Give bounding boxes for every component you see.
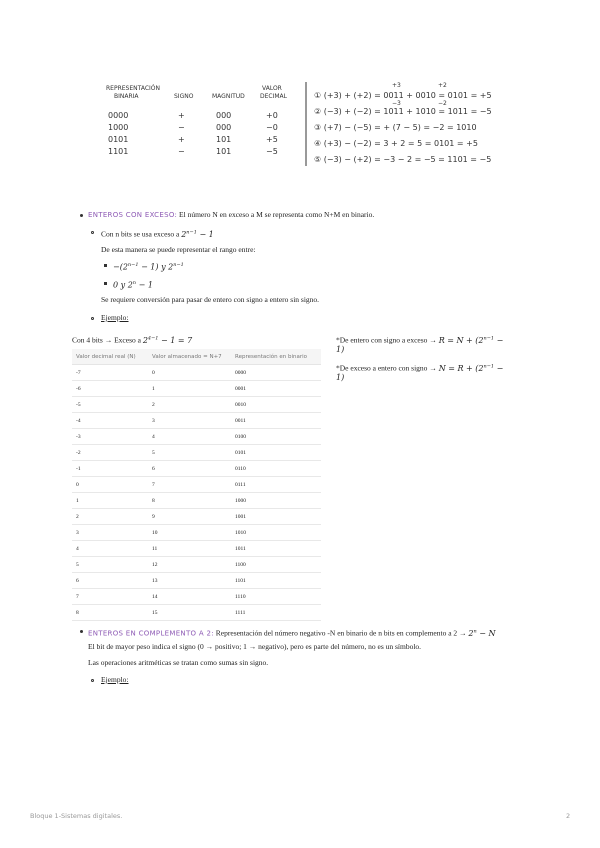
- table-row: [72, 381, 321, 397]
- range-unsigned-tail: − 1: [138, 280, 153, 290]
- table-header-row: [72, 349, 321, 365]
- table-row: [72, 525, 321, 541]
- note-signed-to-excess: [336, 333, 503, 346]
- note2-tail: −: [496, 363, 504, 373]
- table-cell: 13: [148, 573, 231, 589]
- c2-sign-bit: El bit de mayor peso indica el signo (0 → positivo; 1 → negativo), pero es parte del número, no es un símbolo.: [88, 642, 422, 651]
- hw-annot-3: −3: [392, 100, 401, 107]
- hw-rows: [108, 111, 278, 156]
- table-row: [72, 445, 321, 461]
- table-cell: -2: [72, 445, 148, 461]
- table-cell: 0: [148, 365, 231, 381]
- table-cell: -4: [72, 413, 148, 429]
- range-signed-sup2: n−1: [173, 262, 184, 268]
- table-row: [72, 557, 321, 573]
- table-cell: 0110: [231, 461, 321, 477]
- hw-header-signo: SIGNO: [174, 93, 194, 100]
- section-exceso-desc: El número N en exceso a M se representa como N+M en binario.: [179, 210, 375, 219]
- range-unsigned: [113, 278, 153, 291]
- table-row: [72, 477, 321, 493]
- four-bits-text: Con 4 bits → Exceso a: [72, 335, 141, 345]
- table-cell: 4: [72, 541, 148, 557]
- table-cell: 3: [72, 525, 148, 541]
- bullet-square: [104, 264, 107, 267]
- table-cell: 11: [148, 541, 231, 557]
- hw-cell-dec: −0: [266, 123, 278, 132]
- bullet-circle: [91, 231, 94, 234]
- range-signed: [113, 260, 184, 273]
- table-row: [72, 461, 321, 477]
- excess-table: [72, 349, 321, 621]
- table-row: [72, 413, 321, 429]
- table-cell: 14: [148, 589, 231, 605]
- range-signed-sup: n−1: [127, 262, 139, 268]
- hw-header-valor: VALOR: [262, 85, 282, 92]
- bullet-disc: [80, 214, 83, 217]
- table-cell: 0000: [231, 365, 321, 381]
- bullet-square: [104, 282, 107, 285]
- table-header-cell: Valor decimal real (N): [72, 349, 148, 365]
- section-exceso-title: ENTEROS CON EXCESO:: [88, 211, 178, 219]
- hw-cell-dec: +5: [266, 135, 278, 144]
- math-base: 2: [181, 229, 187, 239]
- table-cell: 1000: [231, 493, 321, 509]
- hw-op: ① (+3) + (+2) = 0011 + 0010 = 0101 = +5: [314, 91, 492, 100]
- table-cell: 2: [72, 509, 148, 525]
- conversion-note: Se requiere conversión para pasar de entero con signo a entero sin signo.: [101, 295, 320, 304]
- table-row: [72, 589, 321, 605]
- hw-header-magnitud: MAGNITUD: [212, 93, 245, 100]
- table-row: [72, 509, 321, 525]
- table-cell: 0011: [231, 413, 321, 429]
- table-header-cell: Valor almacenado = N+7: [148, 349, 231, 365]
- ejemplo-label-1: Ejemplo:: [101, 313, 129, 322]
- table-cell: 5: [72, 557, 148, 573]
- c2-arith: Las operaciones aritméticas se tratan como sumas sin signo.: [88, 658, 269, 667]
- section-c2-heading: [88, 626, 496, 639]
- hw-op: ③ (+7) − (−5) = + (7 − 5) = −2 = 1010: [314, 123, 477, 132]
- table-cell: 2: [148, 397, 231, 413]
- table-cell: -7: [72, 365, 148, 381]
- table-cell: 0: [72, 477, 148, 493]
- footer-title: Bloque 1-Sistemas digitales.: [30, 812, 123, 820]
- four-bits-base: 2: [142, 335, 148, 345]
- handwritten-notes-drawing: [100, 78, 530, 170]
- note1-tail: −: [496, 335, 504, 345]
- hw-cell-sign: −: [178, 123, 185, 132]
- section-c2-title: ENTEROS EN COMPLEMENTO A 2:: [88, 629, 214, 638]
- table-cell: 15: [148, 605, 231, 621]
- hw-op: ② (−3) + (−2) = 1011 + 1010 = 1011 = −5: [314, 107, 492, 116]
- note1-base: R = N + (2: [438, 335, 484, 345]
- hw-cell-sign: +: [178, 111, 185, 120]
- note1-math: [439, 336, 504, 345]
- note2-sup: n−1: [483, 363, 495, 369]
- note2-text: *De exceso a entero con signo →: [336, 363, 437, 373]
- table-row: [72, 429, 321, 445]
- range-signed-b: − 1) y 2: [141, 262, 174, 272]
- four-bits-sup: 4−1: [147, 335, 159, 341]
- table-cell: 6: [72, 573, 148, 589]
- table-cell: 1: [148, 381, 231, 397]
- table-cell: -3: [72, 429, 148, 445]
- exceso-n-bits: [101, 227, 214, 240]
- math-sup: n−1: [186, 229, 197, 235]
- hw-op: ⑤ (−3) − (+2) = −3 − 2 = −5 = 1101 = −5: [314, 155, 492, 164]
- c2-base: 2: [468, 628, 474, 638]
- c2-sup: n: [473, 628, 477, 634]
- table-cell: 0100: [231, 429, 321, 445]
- hw-annot-1: +3: [392, 82, 401, 89]
- hw-cell-mag: 101: [216, 147, 232, 156]
- table-cell: 1011: [231, 541, 321, 557]
- table-cell: 3: [148, 413, 231, 429]
- table-cell: 7: [148, 477, 231, 493]
- hw-cell-bin: 0101: [108, 135, 129, 144]
- note1-text: *De entero con signo a exceso →: [336, 335, 437, 345]
- section-exceso-heading: [88, 210, 374, 220]
- hw-cell-bin: 1101: [108, 147, 129, 156]
- table-cell: 8: [72, 605, 148, 621]
- range-unsigned-a: 0 y 2: [113, 280, 133, 290]
- table-row: [72, 493, 321, 509]
- table-cell: -5: [72, 397, 148, 413]
- table-cell: 1001: [231, 509, 321, 525]
- hw-cell-mag: 101: [216, 135, 232, 144]
- note1-sup: n−1: [483, 335, 495, 341]
- hw-cell-sign: +: [178, 135, 185, 144]
- table-cell: 12: [148, 557, 231, 573]
- four-bits-math: [143, 336, 192, 345]
- range-intro: De esta manera se puede representar el rango entre:: [101, 245, 256, 254]
- c2-tail: − N: [479, 628, 496, 638]
- table-cell: 4: [148, 429, 231, 445]
- table-row: [72, 365, 321, 381]
- range-unsigned-sup: n: [132, 280, 137, 286]
- table-cell: 1111: [231, 605, 321, 621]
- hw-op: ④ (+3) − (−2) = 3 + 2 = 5 = 0101 = +5: [314, 139, 478, 148]
- section-c2-desc: Representación del número negativo -N en binario de n bits en complemento a 2 →: [215, 628, 467, 638]
- handwritten-notes: [100, 78, 530, 170]
- table-row: [72, 605, 321, 621]
- table-cell: 8: [148, 493, 231, 509]
- table-cell: 1110: [231, 589, 321, 605]
- hw-cell-mag: 000: [216, 111, 232, 120]
- range-signed-a: −(2: [113, 262, 128, 272]
- hw-cell-dec: +0: [266, 111, 278, 120]
- table-cell: 10: [148, 525, 231, 541]
- note2-base: N = R + (2: [438, 363, 484, 373]
- hw-cell-bin: 0000: [108, 111, 129, 120]
- note2-math: [439, 364, 504, 373]
- table-header-cell: Representación en binario: [231, 349, 321, 365]
- table-body: [72, 365, 321, 621]
- hw-annot-4: −2: [438, 100, 447, 107]
- hw-header-decimal: DECIMAL: [260, 93, 287, 100]
- hw-ops: [314, 91, 492, 164]
- table-cell: -1: [72, 461, 148, 477]
- note-excess-to-signed: [336, 361, 503, 374]
- bullet-circle: [91, 679, 94, 682]
- table-cell: 1010: [231, 525, 321, 541]
- bullet-circle: [91, 317, 94, 320]
- four-bits-line: [72, 333, 192, 346]
- table-cell: 0101: [231, 445, 321, 461]
- exceso-n-bits-text: Con n bits se usa exceso a: [101, 229, 180, 239]
- hw-cell-bin: 1000: [108, 123, 129, 132]
- table-cell: 0111: [231, 477, 321, 493]
- section-c2-math: [468, 629, 495, 638]
- table-cell: 0010: [231, 397, 321, 413]
- hw-cell-dec: −5: [266, 147, 278, 156]
- note1-end: 1): [336, 345, 345, 354]
- table-cell: 1100: [231, 557, 321, 573]
- table-cell: 0001: [231, 381, 321, 397]
- exceso-n-bits-math: [181, 230, 214, 239]
- table-cell: 9: [148, 509, 231, 525]
- ejemplo-label-2: Ejemplo:: [101, 675, 129, 684]
- hw-cell-mag: 000: [216, 123, 232, 132]
- table-cell: 5: [148, 445, 231, 461]
- bullet-disc: [80, 630, 83, 633]
- table-cell: -6: [72, 381, 148, 397]
- table-cell: 1: [72, 493, 148, 509]
- note2-end: 1): [336, 373, 345, 382]
- table-row: [72, 397, 321, 413]
- page-number: 2: [566, 812, 571, 820]
- table-row: [72, 573, 321, 589]
- table-row: [72, 541, 321, 557]
- math-tail: − 1: [199, 229, 214, 239]
- table-cell: 1101: [231, 573, 321, 589]
- table-cell: 7: [72, 589, 148, 605]
- four-bits-tail: − 1 = 7: [161, 335, 193, 345]
- table-cell: 6: [148, 461, 231, 477]
- hw-annot-2: +2: [438, 82, 447, 89]
- hw-header-rep: REPRESENTACIÓN: [106, 85, 160, 92]
- hw-cell-sign: −: [178, 147, 185, 156]
- hw-header-binaria: BINARIA: [114, 93, 139, 100]
